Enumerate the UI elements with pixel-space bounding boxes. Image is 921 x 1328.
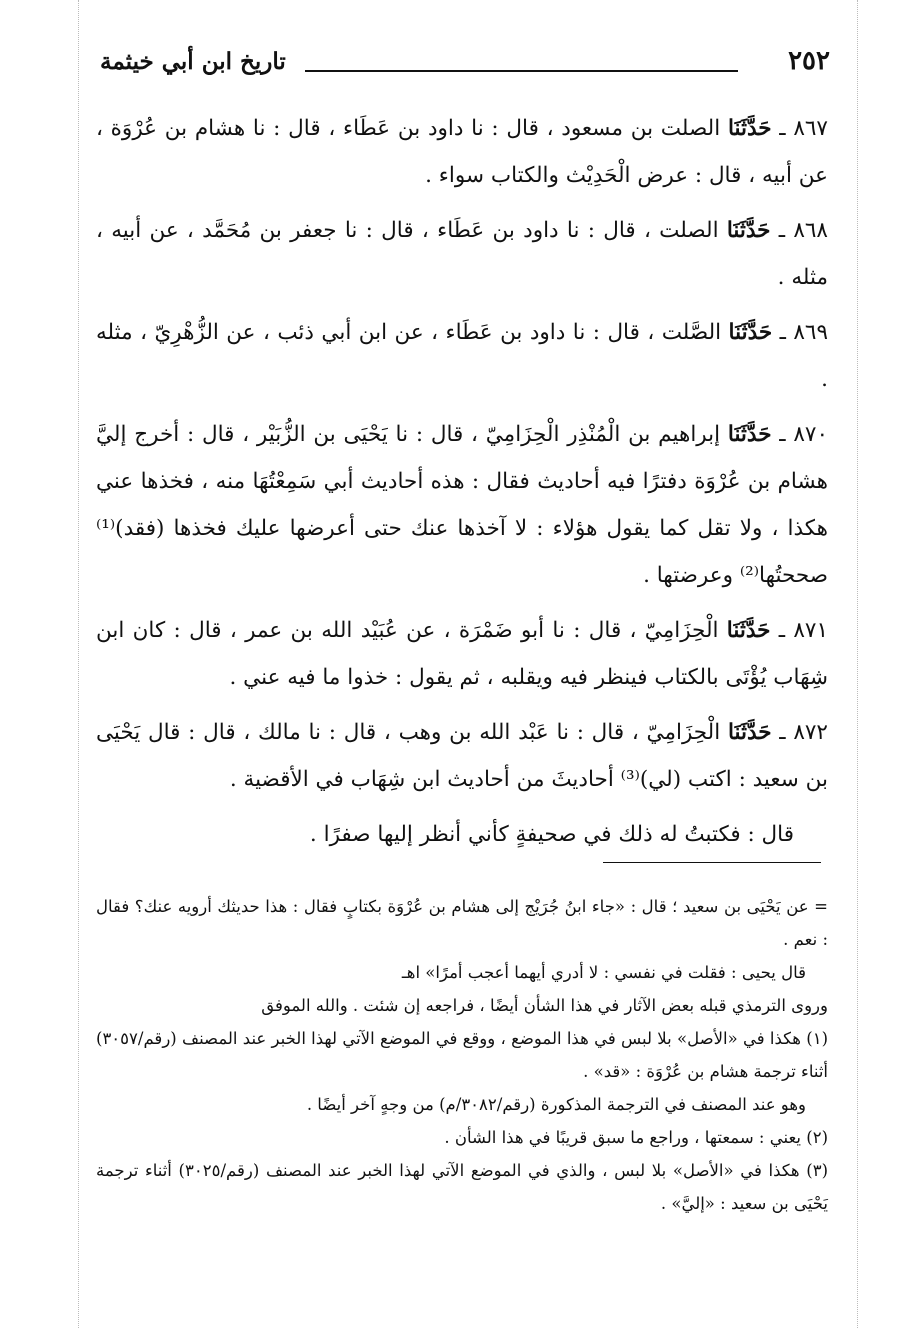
hadith-lead: حَدَّثَنَا: [726, 218, 771, 243]
closing-line: قال : فكتبتُ له ذلك في صحيفةٍ كأني أنظر إليها صفرًا .: [309, 822, 794, 847]
hadith-lead: حَدَّثَنَا: [727, 116, 772, 141]
hadith-text: الصَّلت ، قال : نا داود بن عَطَاء ، عن ابن أبي ذئب ، عن الزُّهْرِيّ ، مثله .: [96, 320, 828, 392]
scan-edge-right: [857, 0, 858, 1328]
hadith-text: الصلت ، قال : نا داود بن عَطَاء ، قال : نا جعفر بن مُحَمَّد ، عن أبيه ، مثله .: [96, 218, 828, 290]
footnotes: [96, 890, 828, 1220]
hadith-lead: حَدَّثَنَا: [728, 320, 773, 345]
hadith-869: [96, 309, 828, 403]
hadith-number: ٨٧١ ـ: [778, 618, 829, 643]
main-text: [96, 105, 828, 866]
footnote-continuation: قال يحيى : فقلت في نفسي : لا أدري أيهما أعجب أمرًا» اهـ: [401, 963, 806, 982]
hadith-lead: حَدَّثَنَا: [726, 618, 771, 643]
hadith-lead: حَدَّثَنَا: [727, 720, 772, 745]
footnote-1-addendum: وهو عند المصنف في الترجمة المذكورة (رقم/٣٠٨٢/م) من وجهٍ آخر أيضًا .: [306, 1095, 806, 1114]
hadith-870: [96, 411, 828, 599]
hadith-872: [96, 709, 828, 803]
hadith-text: إبراهيم بن الْمُنْذِر الْحِزَامِيّ ، قال : نا يَحْيَى بن الزُّبَيْر ، قال : أخرج إليَّ هشام بن عُرْوَة دفترًا فيه أحاديث فقال : هذه أحاديث أبي سَمِعْتُهَا منه ، فخذها عني هكذا ، ولا تقل كما يقول هؤلاء : لا آخذها عنك حتى أعرضها عليك فخذها (فقد)⁽¹⁾ صححتُها⁽²⁾ وعرضتها .: [96, 422, 828, 588]
hadith-lead: حَدَّثَنَا: [727, 422, 772, 447]
page-number: ٢٥٢: [788, 46, 830, 76]
footnote-continuation: = عن يَحْيَى بن سعيد ؛ قال : «جاء ابنُ جُرَيْج إلى هشام بن عُرْوَة بكتابٍ فقال : هذا حديثك أرويه عنك؟ فقال : نعم .: [96, 897, 828, 949]
footnote-separator: [603, 862, 821, 863]
page-header: [100, 46, 830, 88]
hadith-number: ٨٦٧ ـ: [779, 116, 828, 141]
hadith-867: [96, 105, 828, 199]
book-title: تاريخ ابن أبي خيثمة: [100, 48, 286, 75]
hadith-number: ٨٦٨ ـ: [778, 218, 828, 243]
hadith-text: الْحِزَامِيّ ، قال : نا أبو ضَمْرَة ، عن عُبَيْد الله بن عمر ، قال : كان ابن شِهَاب يُؤْتَى بالكتاب فينظر فيه ويقلبه ، ثم يقول : خذوا ما فيه عني .: [96, 618, 828, 690]
scan-edge-left: [78, 0, 79, 1328]
footnote-2: (٢) يعني : سمعتها ، وراجع ما سبق قريبًا في هذا الشأن .: [444, 1128, 828, 1147]
hadith-number: ٨٧٠ ـ: [779, 422, 828, 447]
footnote-1: (١) هكذا في «الأصل» بلا لبس في هذا الموضع ، ووقع في الموضع الآتي لهذا الخبر عند المصنف (رقم/٣٠٥٧) أثناء ترجمة هشام بن عُرْوَة : «قد» .: [96, 1029, 828, 1081]
hadith-number: ٨٧٢ ـ: [779, 720, 828, 745]
hadith-text: الصلت بن مسعود ، قال : نا داود بن عَطَاء ، قال : نا هشام بن عُرْوَة ، عن أبيه ، قال : عرض الْحَدِيْث والكتاب سواء .: [96, 116, 828, 188]
hadith-871: [96, 607, 828, 701]
hadith-number: ٨٦٩ ـ: [779, 320, 828, 345]
hadith-text: الْحِزَامِيّ ، قال : نا عَبْد الله بن وهب ، قال : نا مالك ، قال : قال يَحْيَى بن سعيد : اكتب (لي)⁽³⁾ أحاديثَ من أحاديث ابن شِهَاب في الأقضية .: [96, 720, 828, 792]
footnote-continuation: وروى الترمذي قبله بعض الآثار في هذا الشأن أيضًا ، فراجعه إن شئت . والله الموفق: [261, 996, 828, 1015]
header-rule: [305, 70, 738, 72]
hadith-868: [96, 207, 828, 301]
footnote-3: (٣) هكذا في «الأصل» بلا لبس ، والذي في الموضع الآتي لهذا الخبر عند المصنف (رقم/٣٠٢٥) أثناء ترجمة يَحْيَى بن سعيد : «إليَّ» .: [96, 1161, 829, 1213]
